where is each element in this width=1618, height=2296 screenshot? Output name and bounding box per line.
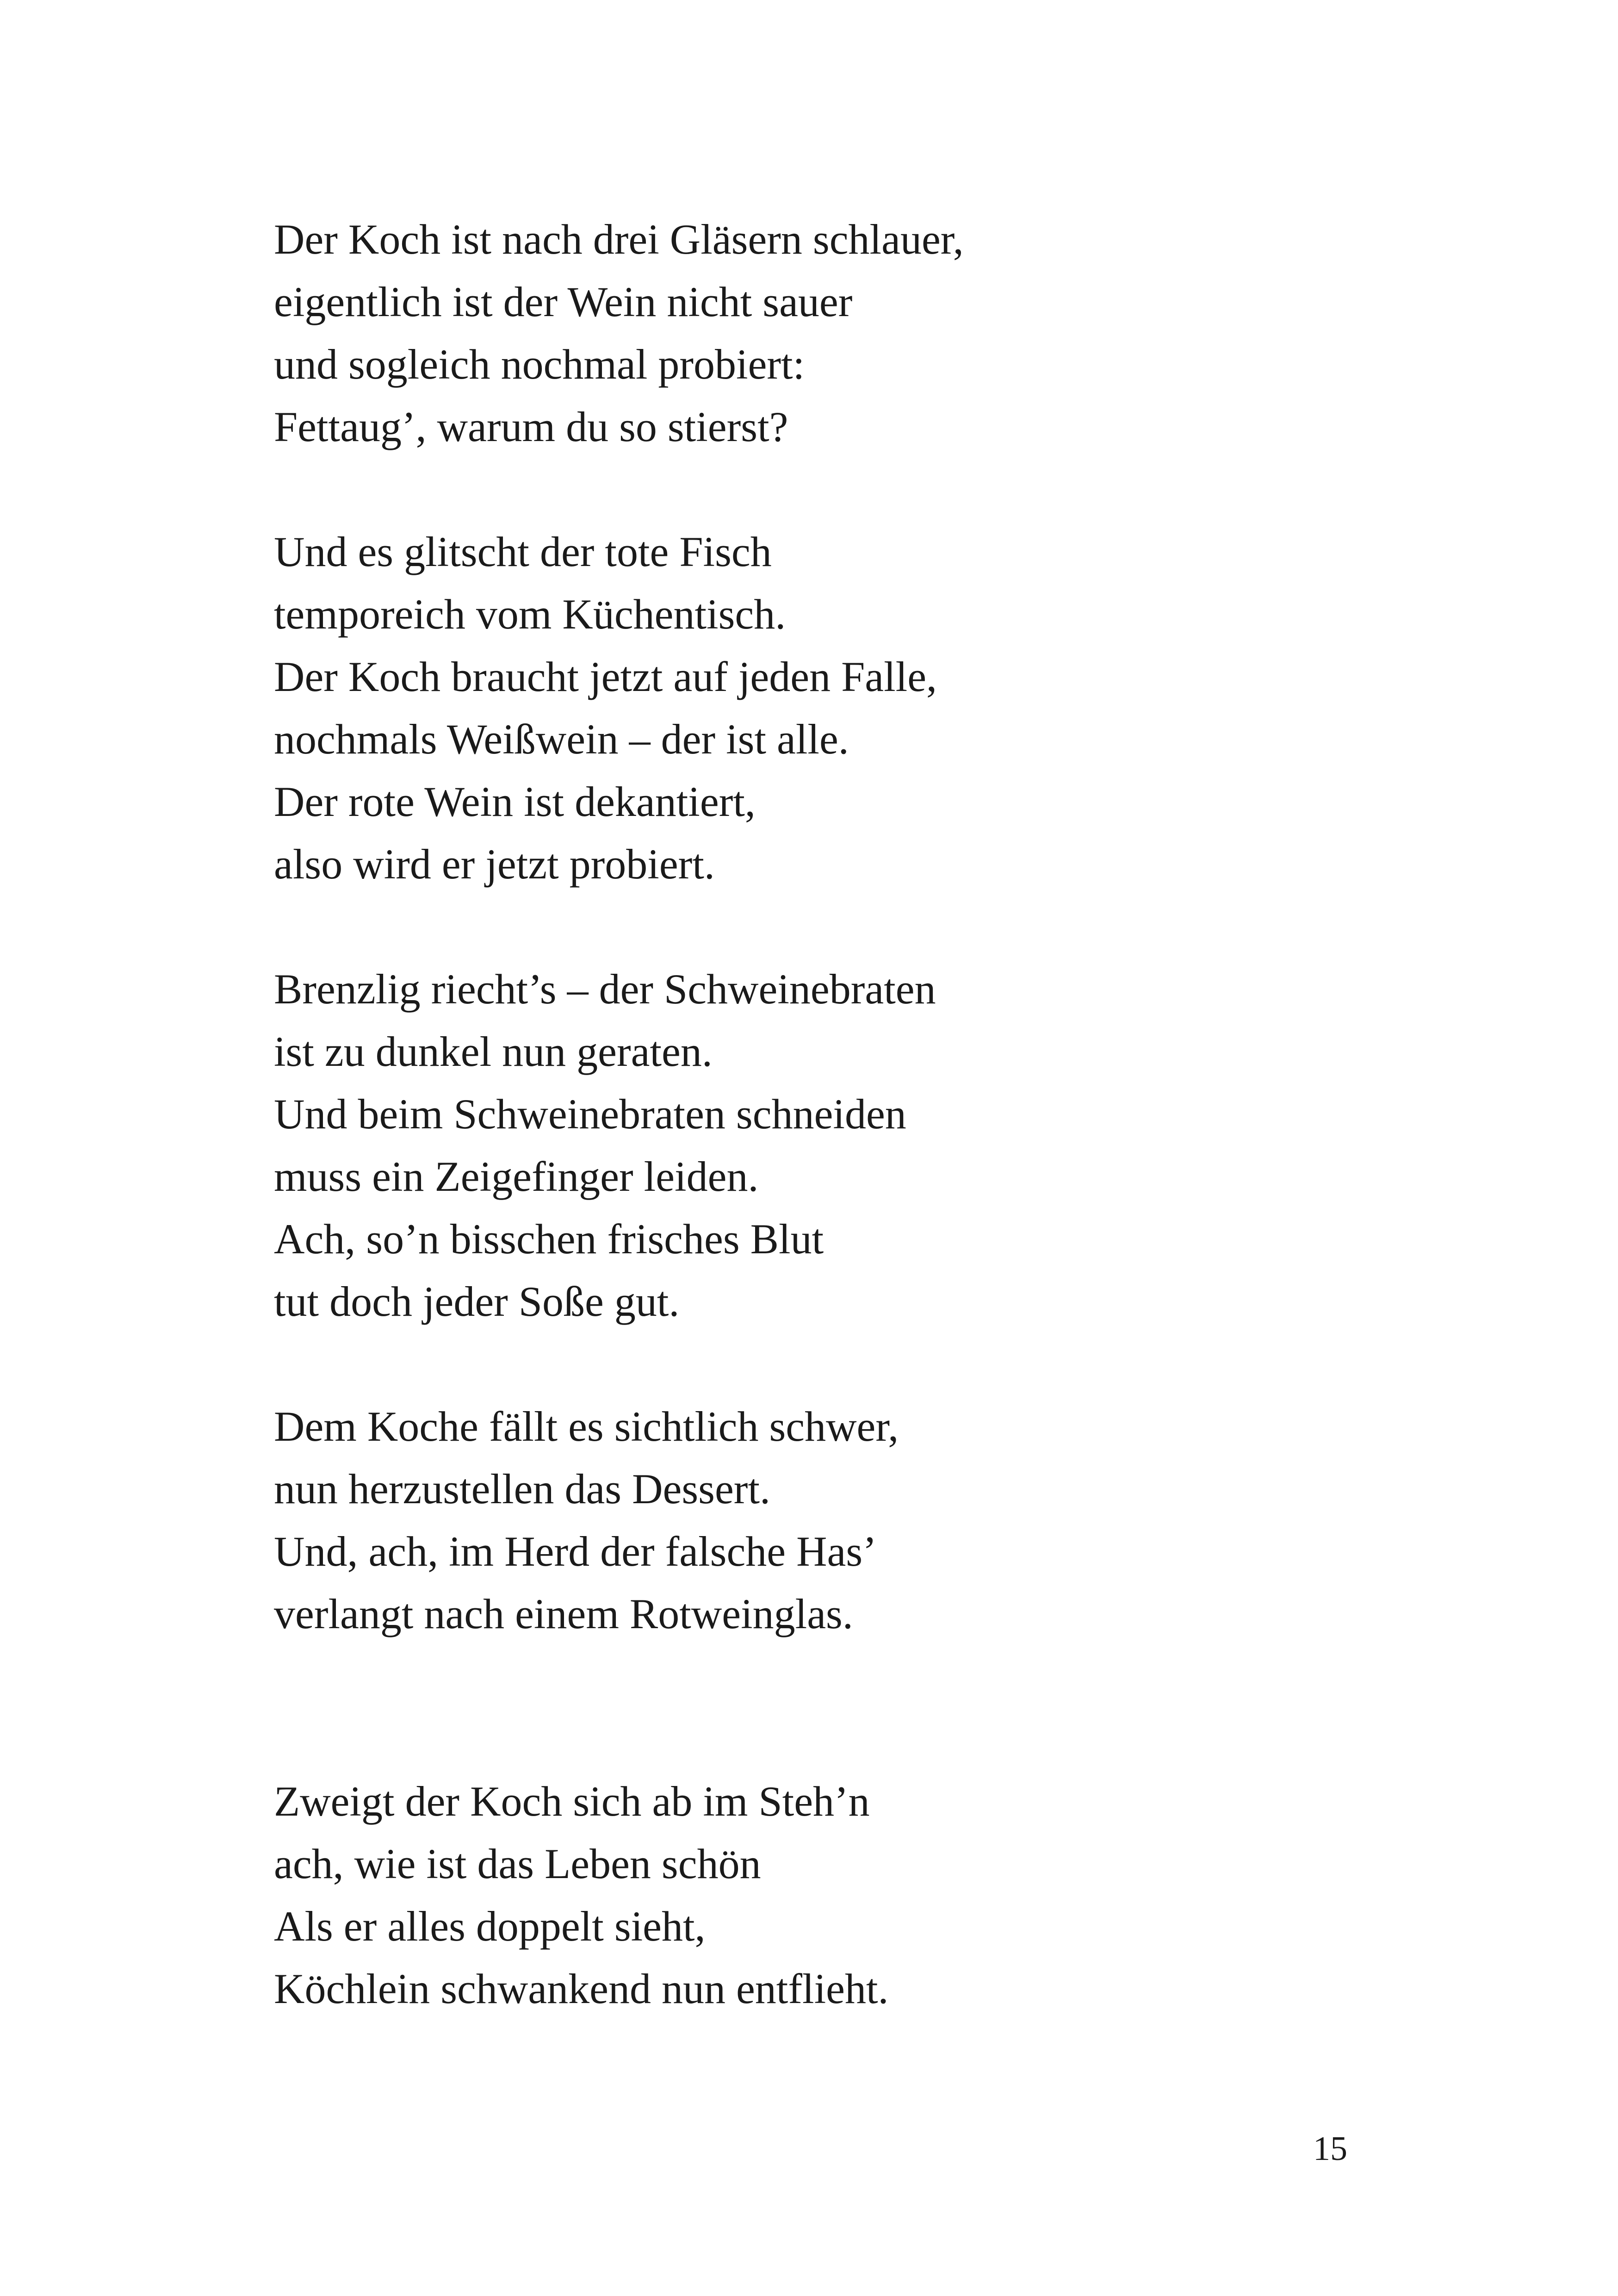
poem-line: eigentlich ist der Wein nicht sauer xyxy=(274,278,853,325)
stanza-1 xyxy=(274,208,1431,458)
poem-line: Der Koch ist nach drei Gläsern schlauer, xyxy=(274,216,964,263)
poem-line: ist zu dunkel nun geraten. xyxy=(274,1028,713,1075)
stanza-2 xyxy=(274,521,1431,896)
poem-line: und sogleich nochmal probiert: xyxy=(274,341,805,388)
poem-line: Köchlein schwankend nun entflieht. xyxy=(274,1965,889,2012)
page-number: 15 xyxy=(1313,2130,1347,2168)
poem-line: muss ein Zeigefinger leiden. xyxy=(274,1153,759,1200)
stanza-4 xyxy=(274,1395,1431,1645)
poem-line: nun herzustellen das Dessert. xyxy=(274,1465,771,1512)
poem-line: verlangt nach einem Rotweinglas. xyxy=(274,1590,853,1637)
stanza-5 xyxy=(274,1770,1431,2020)
poem-line: Zweigt der Koch sich ab im Steh’n xyxy=(274,1778,870,1825)
poem-line: tut doch jeder Soße gut. xyxy=(274,1278,680,1325)
poem-line: Fettaug’, warum du so stierst? xyxy=(274,403,788,450)
poem-line: Und beim Schweinebraten schneiden xyxy=(274,1090,906,1138)
poem-line: also wird er jetzt probiert. xyxy=(274,840,715,888)
poem-line: Dem Koche fällt es sichtlich schwer, xyxy=(274,1403,899,1450)
poem-line: temporeich vom Küchentisch. xyxy=(274,591,786,638)
poem-line: Brenzlig riecht’s – der Schweinebraten xyxy=(274,965,936,1013)
poem-line: Der Koch braucht jetzt auf jeden Falle, xyxy=(274,653,937,700)
poem-line: Und es glitscht der tote Fisch xyxy=(274,528,772,575)
stanza-3 xyxy=(274,958,1431,1333)
poem-line: nochmals Weißwein – der ist alle. xyxy=(274,716,849,763)
poem-line: Der rote Wein ist dekantiert, xyxy=(274,778,756,825)
poem-line: Als er alles doppelt sieht, xyxy=(274,1903,706,1950)
poem-line: Und, ach, im Herd der falsche Has’ xyxy=(274,1528,877,1575)
poem xyxy=(274,208,1431,2020)
poem-line: ach, wie ist das Leben schön xyxy=(274,1840,761,1887)
poem-line: Ach, so’n bisschen frisches Blut xyxy=(274,1215,824,1263)
